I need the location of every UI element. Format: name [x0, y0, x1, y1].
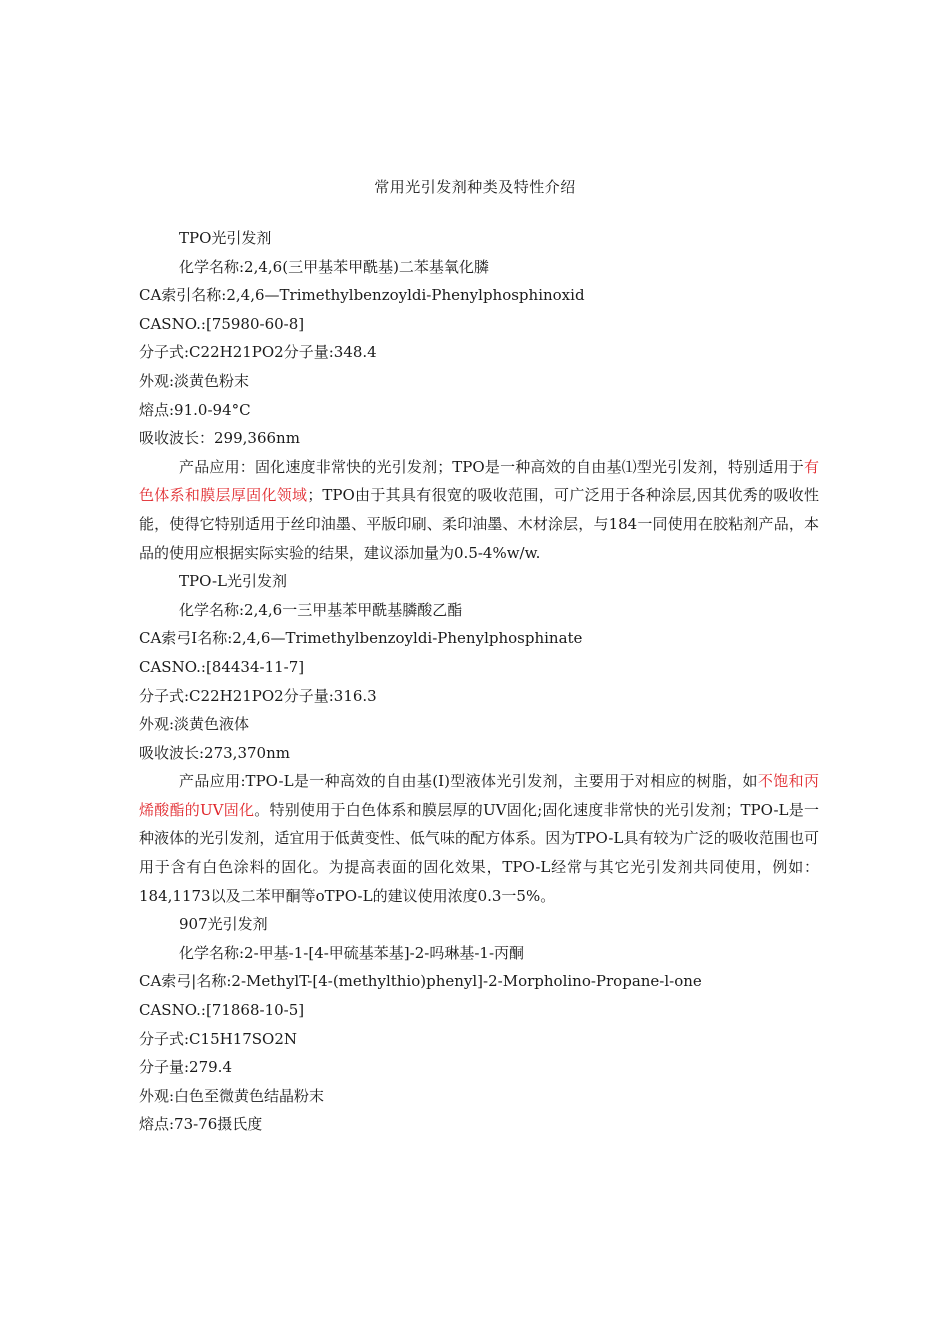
document-title: 常用光引发剂种类及特性介绍: [374, 178, 576, 196]
tpo-l-application-text-2: 。特别使用于白色体系和膜层厚的UV固化;固化速度非常快的光引发剂；TPO-L是一种液体的光引发剂，适宜用于低黄变性、低气味的配方体系。因为TPO-L具有较为广泛的吸收范围也可用于含有白色涂料的固化。为提高表面的固化效果，TPO-L经常与其它光引发剂共同使用，例如：184,1173以及二苯甲酮等oTPO-L的建议使用浓度0.3一5%。: [139, 800, 819, 905]
tpo-absorption: 吸收波长：299,366nm: [139, 429, 300, 448]
tpo-l-ca-name: CA索弓I名称:2,4,6—Trimethylbenzoyldi-Phenylphosphinate: [139, 629, 583, 648]
pi907-ca-name: CA索弓|名称:2-MethylT-[4-(methylthio)phenyl]-2-Morpholino-Propane-l-one: [139, 972, 702, 991]
tpo-l-application-text-1: 产品应用:TPO-L是一种高效的自由基(I)型液体光引发剂，主要用于对相应的树脂，如: [179, 772, 758, 791]
tpo-application-text-1: 产品应用：固化速度非常快的光引发剂；TPO是一种高效的自由基⑴型光引发剂，特别适用于: [179, 457, 804, 476]
pi907-appearance: 外观:白色至微黄色结晶粉末: [139, 1086, 325, 1105]
section-heading-907: 907光引发剂: [179, 915, 268, 934]
tpo-l-application: [139, 767, 819, 910]
tpo-l-formula: 分子式:C22H21PO2分子量:316.3: [139, 686, 377, 705]
tpo-l-chemical-name: 化学名称:2,4,6一三甲基苯甲酰基膦酸乙酯: [179, 600, 463, 619]
pi907-molecular-weight: 分子量:279.4: [139, 1058, 232, 1077]
tpo-chemical-name: 化学名称:2,4,6(三甲基苯甲酰基)二苯基氧化膦: [179, 257, 489, 276]
tpo-l-appearance: 外观:淡黄色液体: [139, 715, 250, 734]
tpo-appearance: 外观:淡黄色粉末: [139, 371, 250, 390]
tpo-formula: 分子式:C22H21PO2分子量:348.4: [139, 343, 377, 362]
tpo-melting-point: 熔点:91.0-94°C: [139, 400, 251, 419]
pi907-melting-point: 熔点:73-76摄氏度: [139, 1115, 263, 1134]
pi907-cas-no: CASNO.:[71868-10-5]: [139, 1001, 305, 1020]
tpo-l-application-highlight: 不饱和丙烯酸酯的UV固化: [139, 772, 819, 819]
tpo-application: [139, 453, 819, 567]
tpo-application-highlight: 有色体系和膜层厚固化领域: [139, 457, 819, 505]
tpo-application-text-2: ；TPO由于其具有很宽的吸收范围，可广泛用于各种涂层,因其优秀的吸收性能，使得它特别适用于丝印油墨、平版印刷、柔印油墨、木材涂层，与184一同使用在胶粘剂产品，本品的使用应根据实际实验的结果，建议添加量为0.5-4%w/w.: [139, 486, 819, 562]
pi907-formula: 分子式:C15H17SO2N: [139, 1029, 298, 1048]
tpo-l-cas-no: CASNO.:[84434-11-7]: [139, 657, 305, 676]
pi907-chemical-name: 化学名称:2-甲基-1-[4-甲硫基苯基]-2-吗琳基-1-丙酮: [179, 943, 525, 962]
section-heading-tpo: TPO光引发剂: [179, 229, 272, 247]
tpo-ca-name: CA索引名称:2,4,6—Trimethylbenzoyldi-Phenylphosphinoxid: [139, 286, 585, 305]
document-body: [139, 224, 819, 1139]
section-heading-tpo-l: TPO-L光引发剂: [179, 572, 287, 591]
tpo-l-absorption: 吸收波长:273,370nm: [139, 743, 290, 762]
tpo-cas-no: CASNO.:[75980-60-8]: [139, 314, 305, 333]
